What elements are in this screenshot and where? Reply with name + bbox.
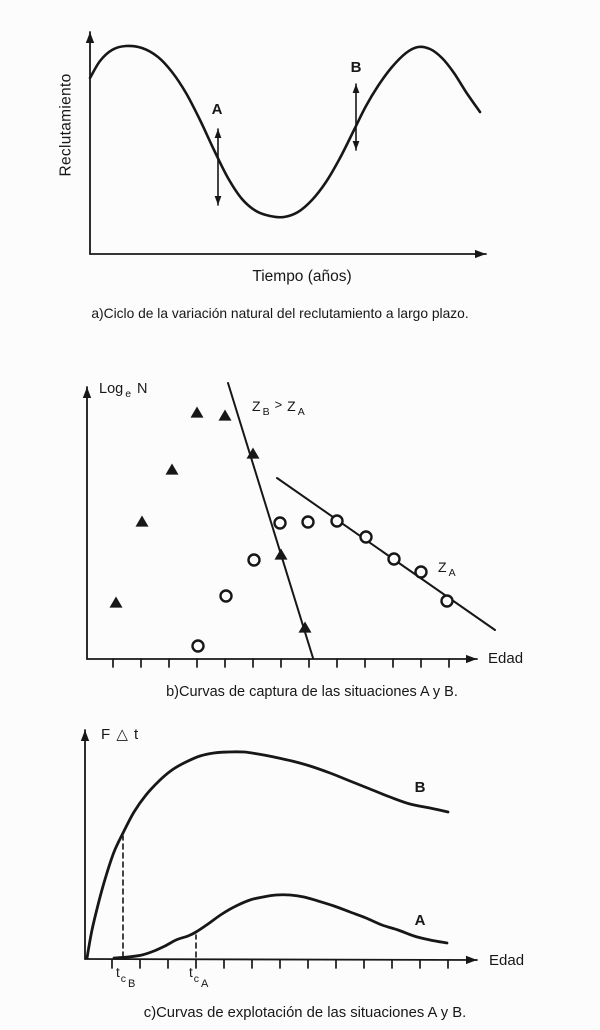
log-n-text: N	[137, 381, 148, 397]
marker-a-range-arrow-arrowhead	[215, 196, 222, 205]
situation-b-triangle-markers	[299, 622, 312, 633]
situation-a-circle-markers	[389, 554, 400, 565]
panel-b-caption: b)Curvas de captura de las situaciones A y B.	[166, 684, 458, 700]
panel-b-za-label	[438, 559, 456, 579]
panel-a-y-axis-label: Reclutamiento	[57, 73, 75, 177]
situation-b-triangle-markers	[275, 549, 288, 560]
a-subscript: A	[201, 978, 209, 990]
panel-a-y-axis-arrowhead	[86, 32, 94, 43]
marker-b-range-arrow-arrowhead	[353, 84, 360, 93]
panel-a-marker-b-label: B	[350, 58, 362, 76]
z-subscript-a: A	[448, 567, 456, 579]
situation-a-circle-markers	[275, 518, 286, 529]
panel-a-x-axis-label: Tiempo (años)	[252, 268, 352, 285]
t-symbol: t	[189, 965, 193, 980]
panel-a-caption: a)Ciclo de la variación natural del reclutamiento a largo plazo.	[91, 306, 469, 321]
z-symbol: Z	[287, 398, 296, 414]
panel-a-x-axis-arrowhead	[475, 250, 486, 258]
z-symbol: Z	[438, 559, 447, 575]
za-fit-line	[277, 478, 495, 630]
situation-b-triangle-markers	[166, 464, 179, 475]
panel-b-slope-comparison-label	[252, 397, 305, 418]
situation-a-circle-markers	[303, 517, 314, 528]
situation-a-circle-markers	[332, 516, 343, 527]
situation-b-triangle-markers	[136, 516, 149, 527]
situation-a-circle-markers	[361, 532, 372, 543]
b-subscript: B	[128, 978, 136, 990]
situation-b-triangle-markers	[110, 597, 123, 608]
panel-c-x-axis-arrowhead	[466, 956, 477, 964]
panel-b-x-axis-label: Edad	[488, 650, 524, 667]
situation-a-circle-markers	[193, 641, 204, 652]
panel-c-y-axis-label: F △ t	[101, 726, 140, 743]
c-subscript: c	[120, 973, 127, 985]
panel-b-y-axis-label	[99, 382, 148, 398]
curve-a-label: A	[414, 911, 426, 929]
situation-a-circle-markers	[249, 555, 260, 566]
tc-a-label	[189, 965, 209, 990]
t-symbol: t	[116, 965, 120, 980]
zb-fit-line	[228, 383, 313, 658]
panel-b-y-axis-arrowhead	[83, 387, 91, 398]
situation-a-circle-markers	[416, 567, 427, 578]
log-subscript-e: e	[125, 388, 132, 400]
marker-a-range-arrow-arrowhead	[215, 129, 222, 138]
situation-a-circle-markers	[221, 591, 232, 602]
panel-c-x-axis-label: Edad	[489, 952, 525, 969]
situation-b-triangle-markers	[191, 407, 204, 418]
log-text: Log	[99, 381, 124, 397]
panel-c-x-axis	[85, 959, 477, 960]
situation-a-circle-markers	[442, 596, 453, 607]
yield-curve-a	[114, 895, 447, 958]
panel-a-marker-a-label: A	[211, 100, 223, 118]
yield-curve-b	[87, 752, 448, 958]
z-symbol: Z	[252, 398, 261, 414]
marker-b-range-arrow-arrowhead	[353, 141, 360, 150]
recruitment-cycle-curve	[90, 46, 480, 217]
situation-b-triangle-markers	[219, 410, 232, 421]
c-subscript: c	[193, 973, 200, 985]
z-subscript-a: A	[297, 406, 305, 418]
curve-b-label: B	[414, 778, 426, 796]
z-subscript-b: B	[262, 406, 270, 418]
greater-than-symbol: >	[274, 397, 283, 412]
panel-b-x-axis-arrowhead	[466, 655, 477, 663]
panel-c-y-axis-arrowhead	[81, 730, 89, 741]
panel-c-caption: c)Curvas de explotación de las situaciones A y B.	[143, 1005, 467, 1021]
tc-b-label	[116, 965, 136, 990]
